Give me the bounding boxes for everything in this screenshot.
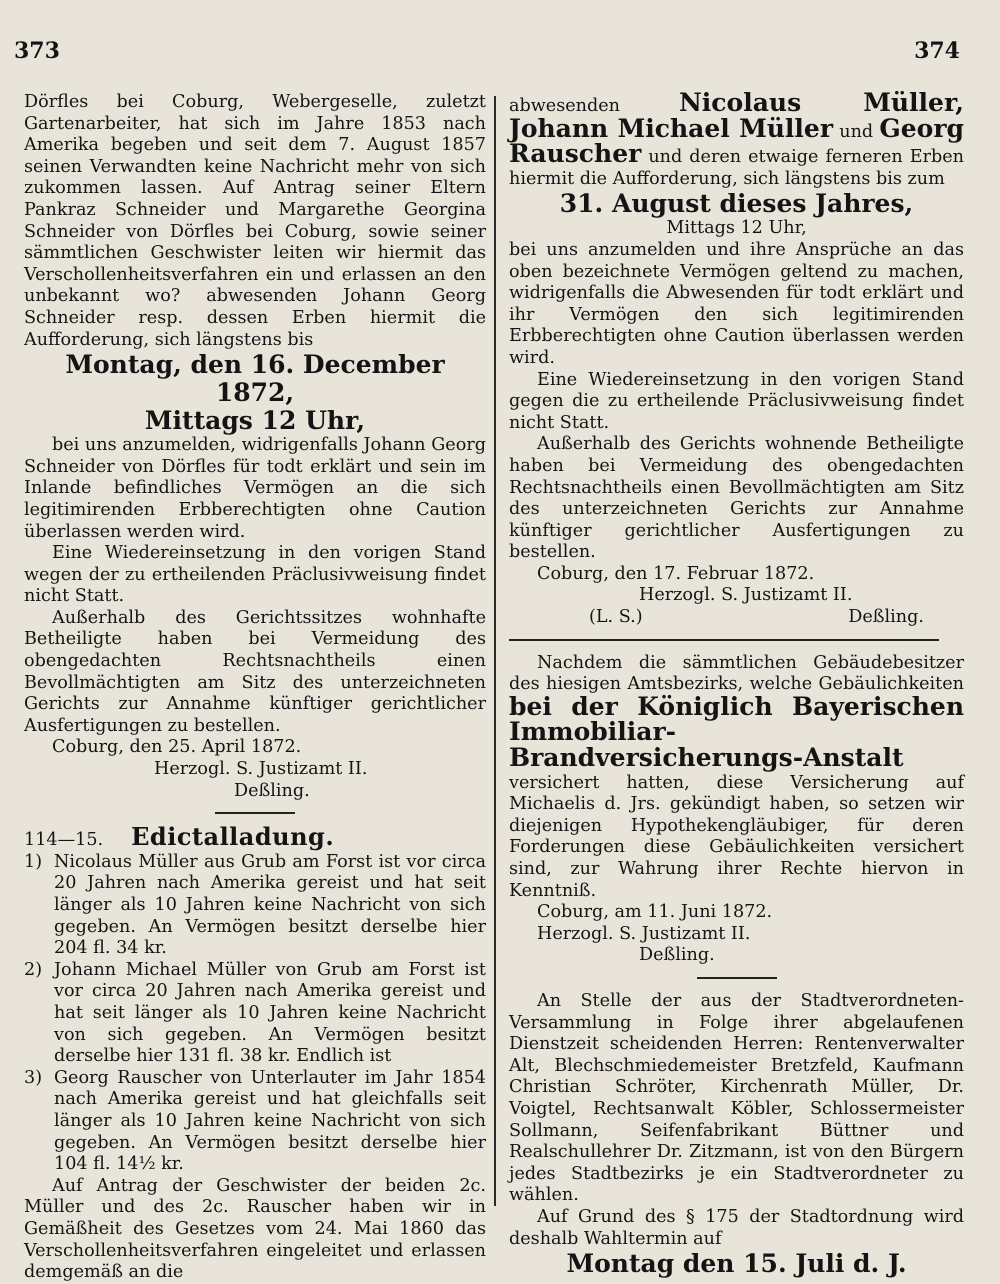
paragraph: Außerhalb des Gerichtssitzes wohnhafte Betheiligte haben bei Vermeidung des obengedachten Rechtsnachtheils einen Bevollmächtigten am Sitz des unterzeichneten Gerichts zur Annahme künftiger gerichtlicher Ausfertigungen zu bestellen. — [24, 607, 486, 736]
paragraph: bei uns anzumelden, widrigenfalls Johann Georg Schneider von Dörfles für todt erklärt und sein im Inlande befindliches Vermögen an die sich legitimirenden Erbberechtigten ohne Caution überlassen werden wird. — [24, 435, 486, 542]
section-heading — [24, 822, 486, 852]
column-divider — [494, 96, 496, 1206]
signature: Deßling. — [234, 780, 310, 801]
court-office: Herzogl. S. Justizamt II. — [537, 923, 751, 944]
list-item-text: Nicolaus Müller aus Grub am Forst ist vor circa 20 Jahren nach Amerika gereist und hat seit länger als 10 Jahren keine Nachricht von sich gegeben. An Vermögen besitzt derselbe hier 204 fl. 34 kr. — [54, 851, 486, 959]
text-rest: und deren etwaige ferneren Erben hiermit die Aufforderung, sich längstens bis zum — [509, 147, 964, 189]
deadline-date: Montag, den 16. December 1872, — [65, 350, 445, 408]
deadline-time: Mittags 12 Uhr, — [666, 218, 807, 239]
court-office: Herzogl. S. Justizamt II. — [639, 585, 853, 606]
list-item-number: 1) — [24, 851, 43, 872]
list-item-number: 2) — [24, 959, 43, 980]
election-date: Montag den 15. Juli d. J. — [566, 1249, 907, 1279]
page-number-right: 374 — [914, 38, 960, 64]
text-lead: Nachdem die sämmtlichen Gebäudebesitzer des hiesigen Amtsbezirks, welche Gebäulichkeiten — [509, 652, 964, 695]
paragraph: Eine Wiedereinsetzung in den vorigen Stand wegen der zu ertheilenden Präclusivweisung findet nicht Statt. — [24, 543, 486, 607]
text-lead: abwesenden — [509, 96, 621, 116]
court-office: Herzogl. S. Justizamt II. — [154, 759, 368, 780]
section-divider — [509, 639, 939, 641]
list-item — [24, 1068, 486, 1176]
list-item — [24, 960, 486, 1068]
name-highlight: Georg Rauscher — [509, 113, 965, 169]
paragraph — [509, 88, 965, 190]
place-date: Coburg, den 17. Februar 1872. — [537, 563, 815, 584]
signature: Deßling. — [848, 607, 924, 628]
place-date: Coburg, am 11. Juni 1872. — [537, 902, 773, 923]
list-item — [24, 852, 486, 960]
institution-name: bei der Königlich Bayerischen Immobiliar-Brandversicherungs-Anstalt — [509, 691, 964, 773]
deadline-date: 31. August dieses Jahres, — [559, 189, 914, 219]
section-divider — [697, 977, 777, 979]
section-divider — [215, 812, 295, 814]
seal-mark: (L. S.) — [589, 607, 643, 628]
text-rest: versichert hatten, diese Versicherung auf Michaelis d. Jrs. gekündigt haben, so setzen wir diejenigen Hypothekengläubiger, für deren Forderungen diese Gebäulichkeiten versichert sind, zur Wahrung ihrer Rechte hiervon in Kenntniß. — [509, 772, 964, 901]
list-item-text: Johann Michael Müller von Grub am Forst ist vor circa 20 Jahren nach Amerika gereist und hat seit länger als 10 Jahren keine Nachricht von sich gegeben. An Vermögen besitzt derselbe hier 131 fl. 38 kr. Endlich ist — [54, 959, 486, 1067]
place-date: Coburg, den 25. April 1872. — [52, 737, 302, 758]
paragraph: Dörfles bei Coburg, Webergeselle, zuletzt Gartenarbeiter, hat sich im Jahre 1853 nach Amerika begeben und seit dem 7. August 1857 seinen Verwandten keine Nachricht mehr von sich zukommen lassen. Auf Antrag seiner Eltern Pankraz Schneider und Margarethe Georgina Schneider von Dörfles bei Coburg, sowie seiner sämmtlichen Geschwister leiten wir hiermit das Verschollenheitsverfahren ein und erlassen an den unbekannt wo? abwesenden Johann Georg Schneider resp. dessen Erben hiermit die Aufforderung, sich längstens bis — [24, 92, 486, 350]
signature-row — [509, 607, 964, 629]
paragraph: Auf Antrag der Geschwister der beiden 2c. Müller und des 2c. Rauscher haben wir in Gemäßheit des Gesetzes vom 24. Mai 1860 das Verschollenheitsverfahren eingeleitet und erlassen demgemäß an die — [24, 1175, 486, 1283]
text-und: und — [839, 121, 874, 142]
list-item-number: 3) — [24, 1067, 43, 1088]
section-number: 114—15. — [24, 830, 104, 851]
paragraph: An Stelle der aus der Stadtverordneten-Versammlung in Folge ihrer abgelaufenen Dienstzeit scheidenden Herren: Rentenverwalter Alt, Blechschmiedemeister Bretzfeld, Kaufmann Christian Schröter, Kirchenrath Müller, Dr. Voigtel, Rechtsanwalt Köbler, Schlossermeister Sollmann, Seifenfabrikant Büttner und Realschullehrer Dr. Zitzmann, ist von den Bürgern jedes Stadtbezirks je ein Stadtverordneter zu wählen. — [509, 990, 964, 1206]
section-title: Edictalladung. — [131, 822, 335, 852]
left-column — [24, 92, 486, 1284]
signature: Deßling. — [639, 945, 715, 966]
paragraph — [509, 653, 964, 903]
paragraph: bei uns anzumelden und ihre Ansprüche an das oben bezeichnete Vermögen geltend zu machen, widrigenfalls die Abwesenden für todt erklärt und ihr Vermögen den sich legitimirenden Erbberechtigten ohne Caution überlassen werden wird. — [509, 239, 964, 368]
names-highlight: Nicolaus Müller, Johann Michael Müller — [509, 88, 964, 143]
list-item-text: Georg Rauscher von Unterlauter im Jahr 1854 nach Amerika gereist und hat gleichfalls seit länger als 10 Jahren keine Nachricht von sich gegeben. An Vermögen besitzt derselbe hier 104 fl. 14½ kr. — [54, 1067, 486, 1175]
right-column — [509, 88, 965, 1279]
deadline-time: Mittags 12 Uhr, — [144, 406, 366, 436]
paragraph: Außerhalb des Gerichts wohnende Betheiligte haben bei Vermeidung des obengedachten Rechtsnachtheils einen Bevollmächtigten am Sitz des unterzeichneten Gerichts zur Annahme künftiger gerichtlicher Ausfertigungen zu bestellen. — [509, 434, 964, 563]
paragraph: Auf Grund des § 175 der Stadtordnung wird deshalb Wahltermin auf — [509, 1206, 964, 1249]
page-number-left: 373 — [14, 38, 60, 64]
paragraph: Eine Wiedereinsetzung in den vorigen Stand gegen die zu ertheilende Präclusivweisung findet nicht Statt. — [509, 369, 964, 433]
